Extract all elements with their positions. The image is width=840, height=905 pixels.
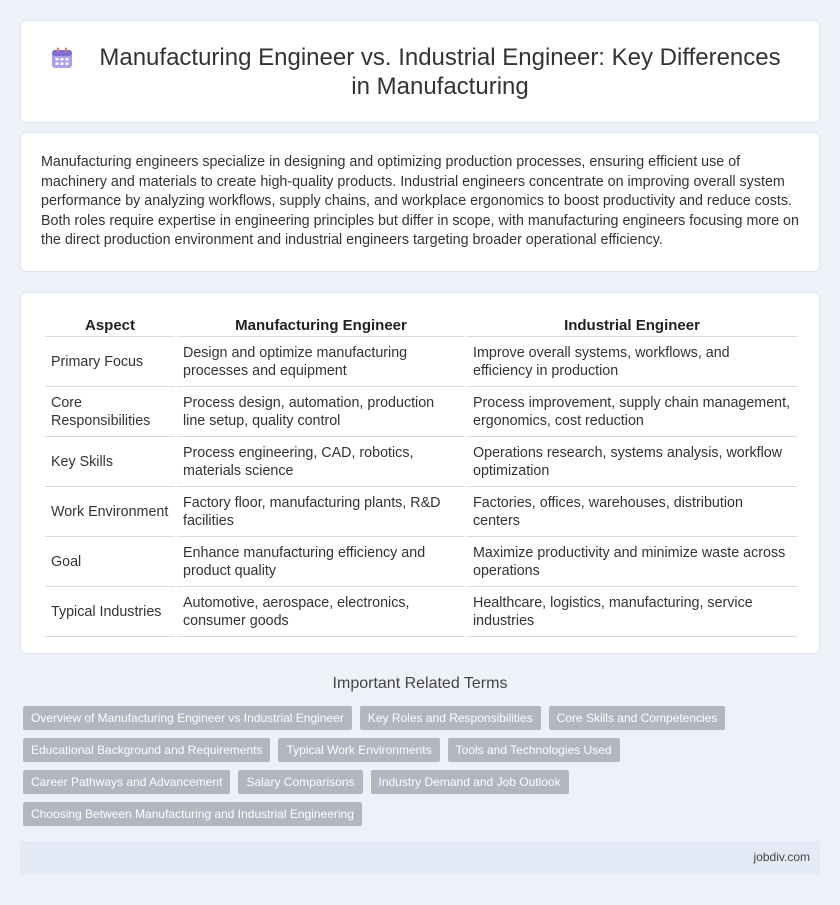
aspect-cell: Primary Focus [45, 337, 175, 387]
related-term-tag[interactable]: Educational Background and Requirements [23, 738, 270, 762]
industrial-cell: Process improvement, supply chain management, ergonomics, cost reduction [467, 387, 797, 437]
related-term-tag[interactable]: Industry Demand and Job Outlook [371, 770, 569, 794]
table-row [45, 587, 797, 637]
related-terms-list [23, 706, 823, 834]
footer [20, 841, 820, 874]
aspect-cell: Core Responsibilities [45, 387, 175, 437]
table-row [45, 437, 797, 487]
related-term-tag[interactable]: Choosing Between Manufacturing and Industrial Engineering [23, 802, 362, 826]
manufacturing-cell: Factory floor, manufacturing plants, R&D facilities [177, 487, 465, 537]
industrial-cell: Maximize productivity and minimize waste across operations [467, 537, 797, 587]
industrial-cell: Operations research, systems analysis, workflow optimization [467, 437, 797, 487]
footer-site-link[interactable]: jobdiv.com [753, 850, 810, 864]
related-term-tag[interactable]: Tools and Technologies Used [448, 738, 620, 762]
aspect-cell: Typical Industries [45, 587, 175, 637]
intro-paragraph: Manufacturing engineers specialize in designing and optimizing production processes, ensuring efficient use of machinery and materials to create high-quality products. Industrial engineers concentrate on improving overall system performance by analyzing workflows, supply chains, and workplace ergonomics to boost productivity and reduce costs. Both roles require expertise in engineering principles but differ in scope, with manufacturing engineers focusing more on the direct production environment and industrial engineers targeting broader operational efficiency. [41, 154, 799, 248]
table-row [45, 337, 797, 387]
table-row [45, 537, 797, 587]
manufacturing-cell: Design and optimize manufacturing processes and equipment [177, 337, 465, 387]
related-term-tag[interactable]: Career Pathways and Advancement [23, 770, 230, 794]
comparison-table-card [20, 292, 820, 654]
header-card [20, 20, 820, 123]
intro-card [20, 132, 820, 272]
manufacturing-cell: Process design, automation, production line setup, quality control [177, 387, 465, 437]
aspect-cell: Goal [45, 537, 175, 587]
column-header-manufacturing: Manufacturing Engineer [177, 313, 465, 337]
related-term-tag[interactable]: Salary Comparisons [238, 770, 362, 794]
column-header-industrial: Industrial Engineer [467, 313, 797, 337]
table-row [45, 487, 797, 537]
industrial-cell: Factories, offices, warehouses, distribution centers [467, 487, 797, 537]
table-header-row [45, 313, 797, 337]
related-term-tag[interactable]: Key Roles and Responsibilities [360, 706, 541, 730]
related-terms-heading: Important Related Terms [332, 675, 508, 692]
related-term-tag[interactable]: Core Skills and Competencies [549, 706, 726, 730]
aspect-cell: Work Environment [45, 487, 175, 537]
related-term-tag[interactable]: Typical Work Environments [278, 738, 439, 762]
industrial-cell: Improve overall systems, workflows, and efficiency in production [467, 337, 797, 387]
industrial-cell: Healthcare, logistics, manufacturing, service industries [467, 587, 797, 637]
comparison-table [43, 313, 799, 637]
manufacturing-cell: Automotive, aerospace, electronics, consumer goods [177, 587, 465, 637]
related-term-tag[interactable]: Overview of Manufacturing Engineer vs Industrial Engineer [23, 706, 352, 730]
table-row [45, 387, 797, 437]
column-header-aspect: Aspect [45, 313, 175, 337]
aspect-cell: Key Skills [45, 437, 175, 487]
manufacturing-cell: Process engineering, CAD, robotics, materials science [177, 437, 465, 487]
manufacturing-cell: Enhance manufacturing efficiency and product quality [177, 537, 465, 587]
page-title: Manufacturing Engineer vs. Industrial Engineer: Key Differences in Manufacturing [99, 43, 781, 100]
